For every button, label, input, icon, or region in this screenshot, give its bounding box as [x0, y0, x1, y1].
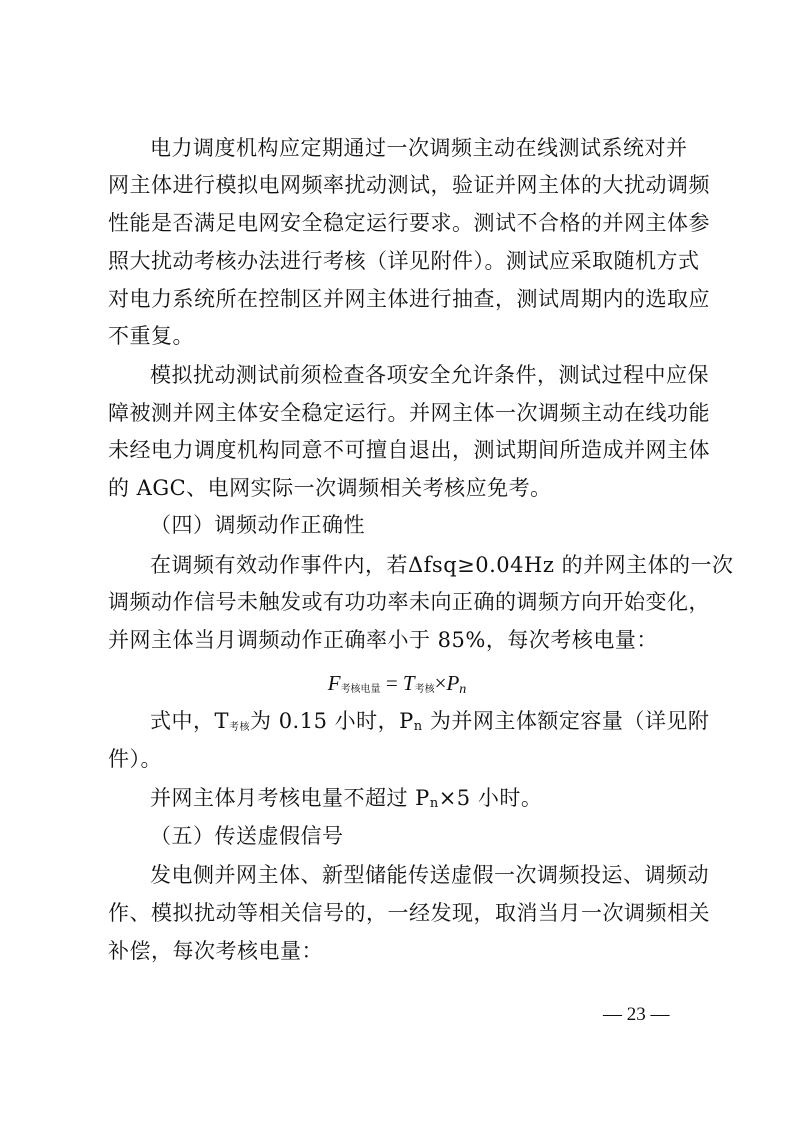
formula-t: T	[402, 671, 415, 695]
paragraph-line: 模拟扰动测试前须检查各项安全允许条件，测试过程中应保	[150, 363, 709, 387]
paragraph-line: 并网主体当月调频动作正确率小于 85%，每次考核电量：	[108, 628, 658, 652]
paragraph-line: 电力调度机构应定期通过一次调频主动在线测试系统对并	[150, 136, 688, 160]
paragraph-line: 补偿，每次考核电量：	[108, 939, 323, 963]
formula-p: P	[446, 671, 460, 695]
text-segment: 为 0.15 小时，P	[250, 709, 414, 733]
section-heading: （四）调频动作正确性	[150, 513, 365, 537]
text-segment: 为并网主体额定容量（详见附	[422, 709, 710, 733]
text-segment: 式中，T	[150, 709, 230, 733]
paragraph-line: 对电力系统所在控制区并网主体进行抽查，测试周期内的选取应	[108, 287, 710, 311]
paragraph-line: 性能是否满足电网安全稳定运行要求。测试不合格的并网主体参	[108, 211, 710, 235]
formula-f: F	[327, 671, 341, 695]
formula-p-sub: n	[459, 682, 467, 697]
paragraph-line: 在调频有效动作事件内，若Δfsq≥0.04Hz 的并网主体的一次	[150, 553, 734, 577]
paragraph-line: 件）。	[108, 747, 162, 771]
paragraph-line: 的 AGC、电网实际一次调频相关考核应免考。	[108, 476, 552, 500]
paragraph-line: 发电侧并网主体、新型储能传送虚假一次调频投运、调频动	[150, 863, 709, 887]
paragraph-line: 不重复。	[108, 324, 194, 348]
paragraph-line: 网主体进行模拟电网频率扰动测试，验证并网主体的大扰动调频	[108, 173, 710, 197]
paragraph-line: 照大扰动考核办法进行考核（详见附件）。测试应采取随机方式	[108, 249, 700, 273]
subscript: n	[413, 719, 423, 734]
paragraph-line: 未经电力调度机构同意不可擅自退出，测试期间所造成并网主体	[108, 438, 710, 462]
subscript: 考核	[229, 722, 251, 733]
paragraph-line: 作、模拟扰动等相关信号的，一经发现，取消当月一次调频相关	[108, 901, 710, 925]
text-segment: 并网主体月考核电量不超过 P	[150, 786, 430, 810]
formula-eq: =	[380, 671, 403, 695]
section-heading: （五）传送虚假信号	[150, 824, 344, 848]
page-number: — 23 —	[603, 1004, 670, 1025]
paragraph-line: 障被测并网主体安全稳定运行。并网主体一次调频主动在线功能	[108, 401, 710, 425]
paragraph-line	[150, 706, 709, 736]
formula-t-sub: 考核	[414, 684, 435, 695]
paragraph-line: 调频动作信号未触发或有功功率未向正确的调频方向开始变化，	[108, 590, 710, 614]
subscript: n	[429, 796, 439, 811]
formula	[0, 668, 794, 698]
formula-f-sub: 考核电量	[340, 684, 381, 695]
text-segment: ×5 小时。	[438, 786, 543, 810]
paragraph-line	[150, 783, 542, 813]
formula-times: ×	[434, 671, 447, 695]
